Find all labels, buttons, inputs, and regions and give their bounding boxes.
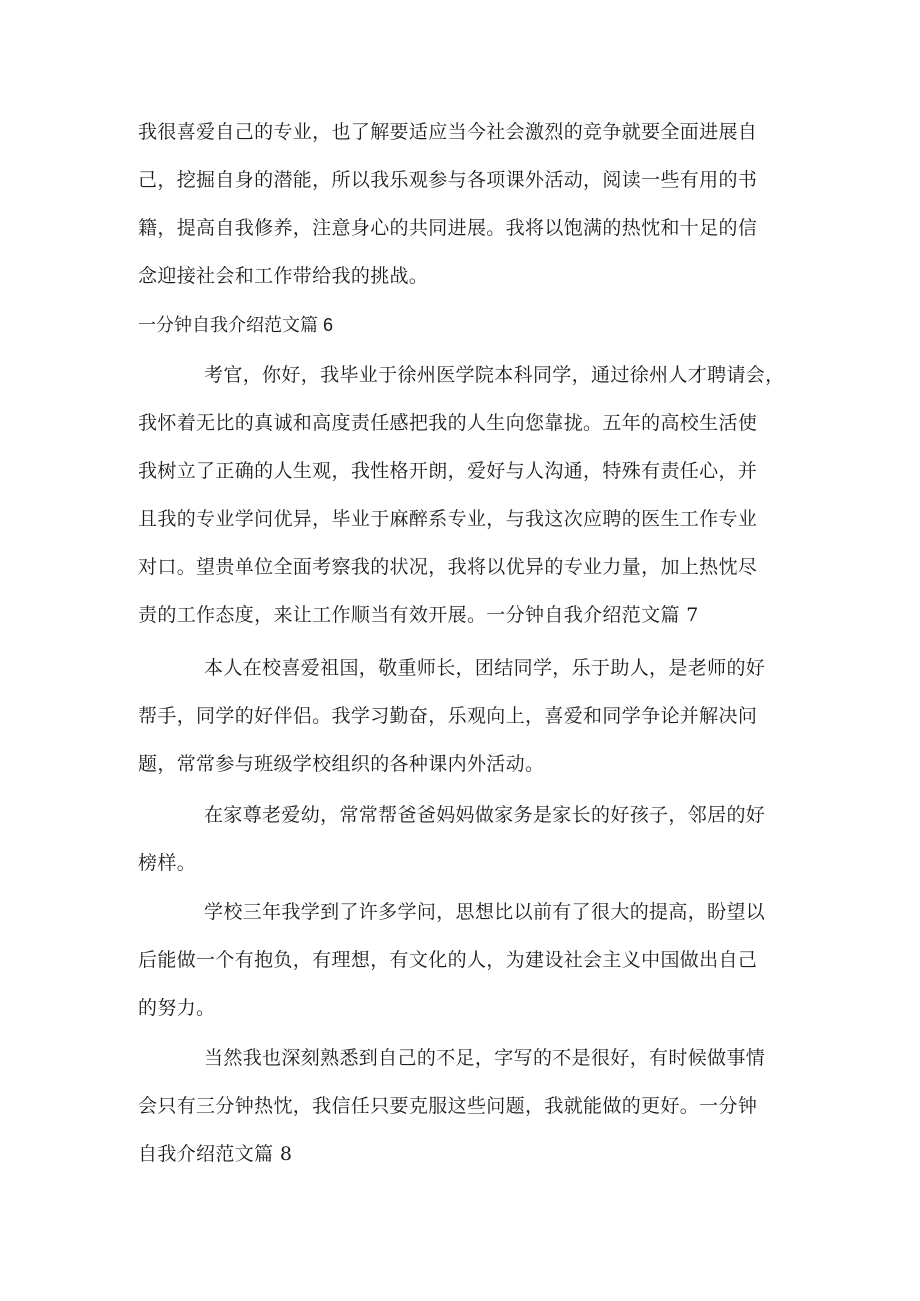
text-line: 且我的专业学问优异，毕业于麻醉系专业，与我这次应聘的医生工作专业 bbox=[138, 508, 758, 530]
paragraph-6 bbox=[138, 363, 784, 651]
text-line: 己，挖掘自身的潜能，所以我乐观参与各项课外活动，阅读一些有用的书 bbox=[138, 169, 758, 191]
text-line: 当然我也深刻熟悉到自己的不足，字写的不是很好，有时候做事情 bbox=[204, 1047, 766, 1069]
text-line: 题，常常参与班级学校组织的各种课内外活动。 bbox=[138, 753, 545, 775]
text-line: 本人在校喜爱祖国，敬重师长，团结同学，乐于助人，是老师的好 bbox=[204, 657, 766, 679]
text-line: 学校三年我学到了许多学问，思想比以前有了很大的提高，盼望以 bbox=[204, 901, 766, 923]
text-line: 我树立了正确的人生观，我性格开朗，爱好与人沟通，特殊有责任心，并 bbox=[138, 460, 758, 482]
section-heading-6: 一分钟自我介绍范文篇 6 bbox=[138, 315, 334, 335]
text-line: 榜样。 bbox=[138, 852, 197, 874]
text-line: 责的工作态度，来让工作顺当有效开展。一分钟自我介绍范文篇 7 bbox=[138, 604, 699, 626]
paragraph-7d bbox=[138, 1046, 784, 1190]
text-line: 念迎接社会和工作带给我的挑战。 bbox=[138, 265, 429, 287]
paragraph-7a bbox=[138, 656, 784, 800]
text-line: 会只有三分钟热忱，我信任只要克服这些问题，我就能做的更好。一分钟 bbox=[138, 1095, 758, 1117]
text-line: 对口。望贵单位全面考察我的状况，我将以优异的专业力量，加上热忱尽 bbox=[138, 556, 758, 578]
text-line: 我很喜爱自己的专业，也了解要适应当今社会激烈的竞争就要全面进展自 bbox=[138, 121, 758, 143]
paragraph-7c bbox=[138, 900, 784, 1044]
text-line: 后能做一个有抱负，有理想，有文化的人，为建设社会主义中国做出自己 bbox=[138, 949, 758, 971]
paragraph-intro bbox=[138, 120, 784, 312]
text-line: 的努力。 bbox=[138, 997, 216, 1019]
text-line: 考官，你好，我毕业于徐州医学院本科同学，通过徐州人才聘请会， bbox=[204, 364, 785, 386]
text-line: 我怀着无比的真诚和高度责任感把我的人生向您靠拢。五年的高校生活使 bbox=[138, 412, 758, 434]
paragraph-7b bbox=[138, 803, 784, 899]
text-line: 自我介绍范文篇 8 bbox=[138, 1143, 293, 1165]
text-line: 在家尊老爱幼，常常帮爸爸妈妈做家务是家长的好孩子，邻居的好 bbox=[204, 804, 766, 826]
text-line: 帮手，同学的好伴侣。我学习勤奋，乐观向上，喜爱和同学争论并解决问 bbox=[138, 705, 758, 727]
text-line: 籍，提高自我修养，注意身心的共同进展。我将以饱满的热忱和十足的信 bbox=[138, 217, 758, 239]
